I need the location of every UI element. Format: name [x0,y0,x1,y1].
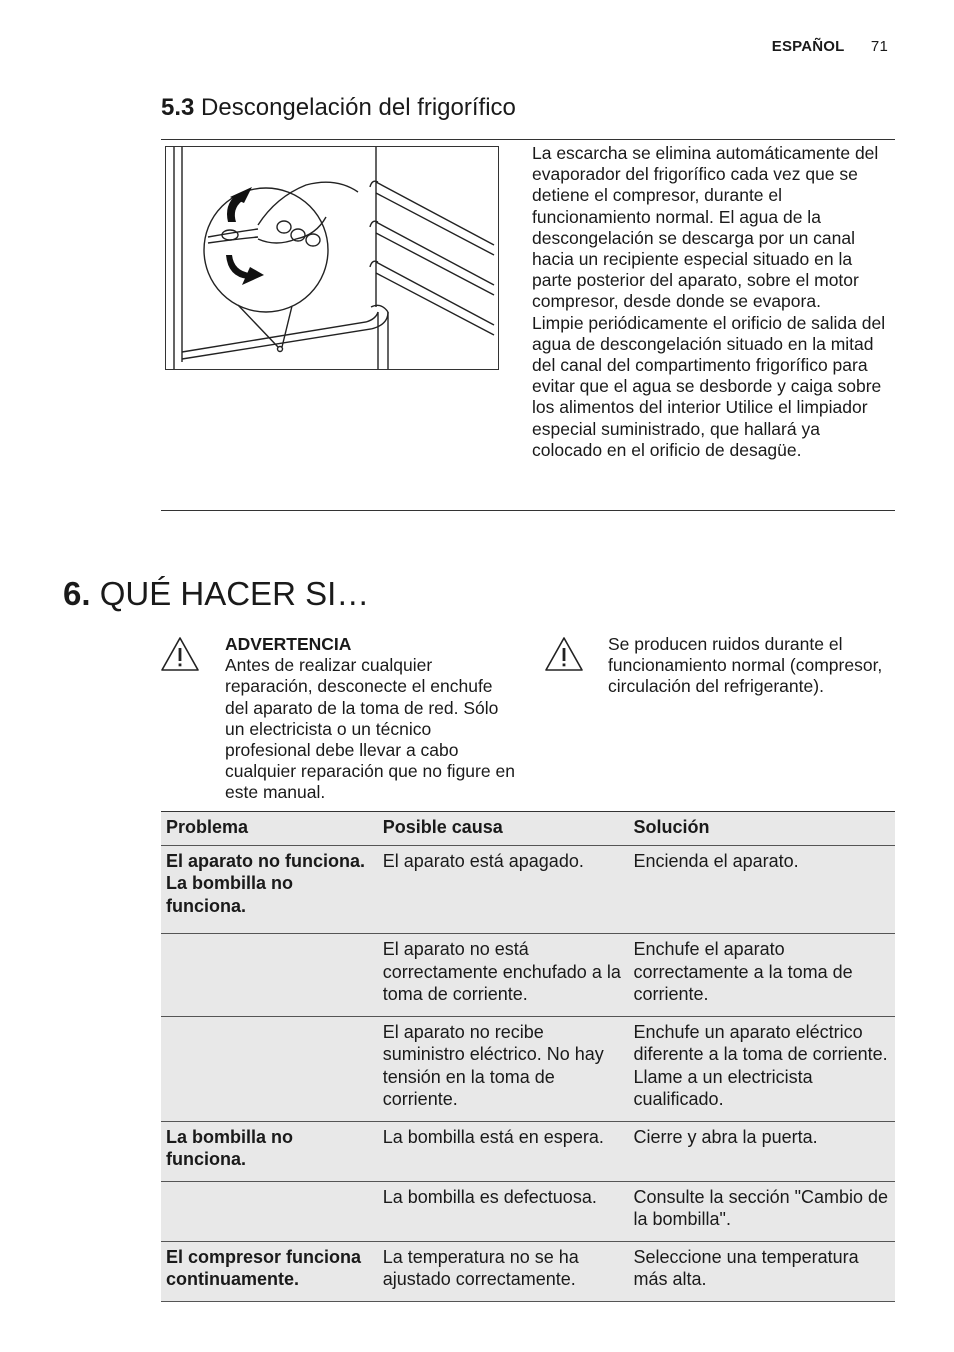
cell-cause: El aparato no recibe suministro eléctrico. No hay tensión en la toma de corriente. [378,1016,629,1121]
section-number: 5.3 [161,94,195,121]
cell-problem [161,934,378,1017]
cell-problem [161,1181,378,1241]
header-language: ESPAÑOL [771,38,845,55]
cell-solution: Enchufe el aparato correctamente a la toma de corriente. [629,934,895,1017]
table-row [161,934,895,1017]
warning-icon [544,636,584,672]
warning-icon [160,636,200,672]
defrost-drawing [166,147,498,369]
table-row [161,845,895,934]
cell-cause: La temperatura no se ha ajustado correctamente. [378,1241,629,1301]
chapter-title-text: QUÉ HACER SI… [99,575,370,612]
cell-cause: La bombilla es defectuosa. [378,1181,629,1241]
section-top-rule [161,139,895,140]
troubleshooting-table [161,811,895,1302]
cell-solution: Encienda el aparato. [629,845,895,934]
cell-problem [161,1016,378,1121]
cell-solution: Consulte la sección "Cambio de la bombilla". [629,1181,895,1241]
cell-cause: La bombilla está en espera. [378,1121,629,1181]
cell-solution: Cierre y abra la puerta. [629,1121,895,1181]
header-page-number: 71 [870,38,888,55]
table-row [161,1121,895,1181]
cell-problem: El aparato no funciona. La bombilla no funciona. [161,845,378,934]
header-solution: Solución [629,812,895,846]
table-header-row [161,812,895,846]
cell-problem: La bombilla no funciona. [161,1121,378,1181]
table-row [161,1241,895,1301]
cell-solution: Seleccione una temperatura más alta. [629,1241,895,1301]
header-problem: Problema [161,812,378,846]
defrost-paragraph-1: La escarcha se elimina automáticamente del evaporador del frigorífico cada vez que se detiene el compresor, durante el funcionamiento normal. El agua de la descongelación se descarga por un canal hacia un recipiente especial situado en la parte posterior del aparato, sobre el motor compresor, desde donde se evapora. [532,143,879,312]
table-row [161,1016,895,1121]
table-row [161,1181,895,1241]
section-title [161,94,516,122]
defrost-description [532,143,892,461]
chapter-number: 6. [63,575,91,612]
defrost-illustration [165,146,499,370]
defrost-paragraph-2: Limpie periódicamente el orificio de salida del agua de descongelación situado en la mitad del canal del compartimento frigorífico para evitar que el agua se desborde y caiga sobre los alimentos del interior Utilice el limpiador especial suministrado, que hallará ya colocado en el orificio de desagüe. [532,312,886,460]
chapter-title [63,575,369,613]
cell-solution: Enchufe un aparato eléctrico diferente a la toma de corriente. Llame a un electricista cualificado. [629,1016,895,1121]
cell-cause: El aparato está apagado. [378,845,629,934]
header-cause: Posible causa [378,812,629,846]
warning-box-2 [608,634,894,698]
warning-title: ADVERTENCIA [225,634,352,654]
section-bottom-rule [161,510,895,511]
warning-box-1 [225,634,515,804]
page-header [772,38,888,55]
cell-problem: El compresor funciona continuamente. [161,1241,378,1301]
section-title-text: Descongelación del frigorífico [201,94,516,121]
warning-text-2: Se producen ruidos durante el funcionamiento normal (compresor, circulación del refrigerante). [608,634,883,697]
warning-text-1: Antes de realizar cualquier reparación, desconecte el enchufe del aparato de la toma de red. Sólo un electricista o un técnico profesional debe llevar a cabo cualquier reparación que no figure en este manual. [225,655,515,803]
cell-cause: El aparato no está correctamente enchufado a la toma de corriente. [378,934,629,1017]
